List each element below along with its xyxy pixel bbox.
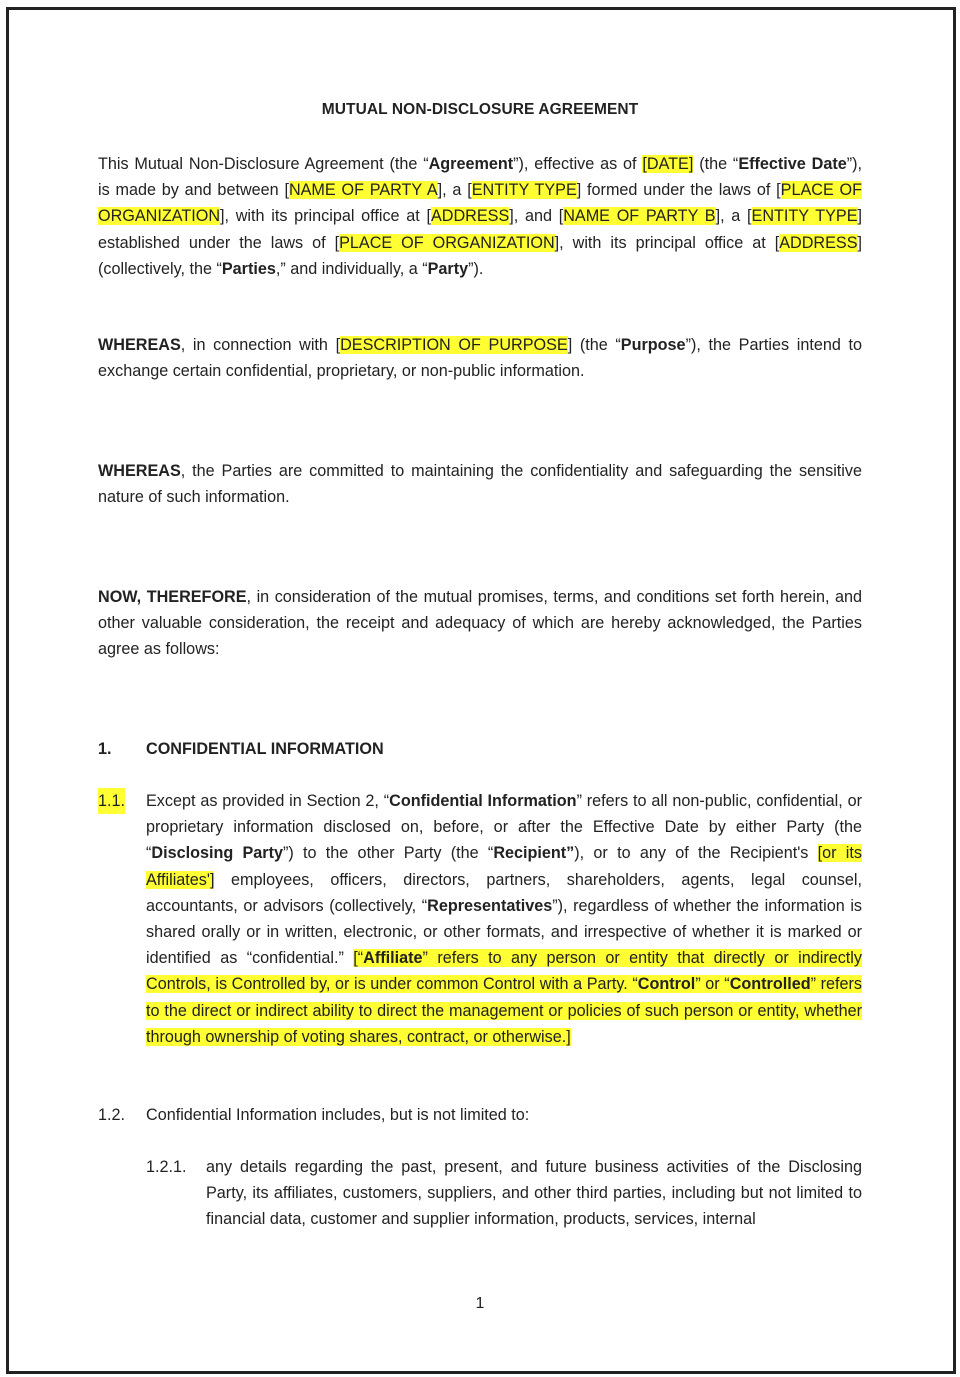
intro-paragraph [98,151,862,282]
clause-1-2-1-text: any details regarding the past, present, and future business activities of the Disclosing Party, its affiliates, customers, suppliers, and other third parties, including but not limited to financial data, customer and supplier information, products, services, internal [206,1158,862,1229]
placeholder-purpose: DESCRIPTION OF PURPOSE [340,336,568,354]
optional-affiliates-text: [or its Affiliates'] [146,844,862,889]
bracket-open: [ [467,181,472,200]
affiliate-def-text-3: ” or “ [695,975,730,994]
page-number: 1 [475,1295,485,1312]
placeholder-entity-type-a: ENTITY TYPE [471,181,577,200]
document-title: MUTUAL NON-DISCLOSURE AGREEMENT [321,101,639,118]
whereas-1-text-2: ] (the “ [567,336,621,354]
section-heading-text: CONFIDENTIAL INFORMATION [146,740,384,758]
clause-text-4: ), or to any of the Recipient's [574,844,818,863]
defined-term-affiliate: Affiliate [363,949,423,968]
clause-1-2-1 [146,1154,862,1233]
clause-text-2: ” refers to all non-public, confidential, or proprietary information disclosed on, before, or after the Effective Date by either Party (the “ [146,792,862,863]
affiliate-def-text-4: ” refers to the direct or indirect ability to direct the management or policies of such person or entity, whether through ownership of voting shares, contract, or otherwise.] [146,975,862,1046]
clause-number: 1.1. [98,788,125,814]
defined-term-effective-date: Effective Date [738,155,847,173]
whereas-1-text-1: , in connection with [180,336,336,354]
intro-text-2: ”), effective as of [513,155,643,173]
whereas-label: WHEREAS [98,336,181,354]
intro-text-5: ], a [437,181,468,200]
now-therefore-paragraph [98,584,862,663]
clause-1-1-text [146,788,862,1050]
bracket-open: [ [284,181,289,200]
intro-text-8: ], and [509,207,559,226]
defined-term-agreement: Agreement [428,155,514,173]
clause-text-6: ”), regardless of whether the information is shared orally or in written, electronic, or other formats, and irrespective of whether it is marked or identified as “confidential.” [146,896,863,968]
clause-text-5: employees, officers, directors, partners, shareholders, agents, legal counsel, accountants, or advisors (collectively, “ [146,870,862,915]
bracket-open: [ [426,207,431,226]
bracket-open: [ [747,207,752,226]
now-therefore-label: NOW, THEREFORE [98,588,247,606]
intro-text-12: ] (collectively, the “ [98,233,862,278]
clause-1-2 [98,1102,862,1128]
intro-text-13: ,” and individually, a “ [275,259,428,278]
whereas-2-text [98,458,862,510]
placeholder-address-b: ADDRESS [779,233,858,252]
intro-text-6: ] formed under the laws of [576,181,777,200]
clause-number: 1.2. [98,1106,126,1124]
bracket-open: [ [558,207,564,226]
placeholder-party-b: NAME OF PARTY B [563,207,716,226]
section-1-heading [98,736,384,762]
defined-term-purpose: Purpose [620,336,686,354]
clause-text-1: Except as provided in Section 2, “ [146,792,390,810]
intro-text-14: ”). [468,259,484,278]
defined-term-parties: Parties [221,259,276,278]
intro-text-11: ], with its principal office at [554,233,775,252]
clause-1-1 [98,788,862,1050]
defined-term-party: Party [427,259,469,278]
clause-1-2-text: Confidential Information includes, but is not limited to: [146,1106,530,1124]
intro-text-1: This Mutual Non-Disclosure Agreement (the “ [98,155,429,173]
placeholder-place-a: PLACE OF ORGANIZATION [98,181,863,226]
whereas-1-text-3: ”), the Parties intend to exchange certain confidential, proprietary, or non-public information. [98,336,862,381]
defined-term-confidential-information: Confidential Information [389,792,577,810]
bracket-open: [ [776,181,781,200]
now-therefore-text [98,584,862,663]
defined-term-control: Control [637,975,696,994]
affiliate-def-text-2: ” refers to any person or entity that directly or indirectly Controls, is Controlled by, or is under common Control with a Party. “ [146,949,862,994]
defined-term-representatives: Representatives [427,896,553,915]
intro-text-3: (the “ [693,155,739,173]
bracket-open: [ [334,233,340,252]
intro-text-7: ], with its principal office at [220,207,427,226]
whereas-1-text [98,332,862,384]
defined-term-controlled: Controlled [729,975,811,994]
whereas-paragraph-2 [98,458,862,510]
placeholder-address-a: ADDRESS [430,207,510,226]
whereas-paragraph-1 [98,332,862,384]
section-number: 1. [98,740,112,758]
intro-text-9: ], a [715,207,748,226]
bracket-open: [ [335,336,341,354]
defined-term-disclosing-party: Disclosing Party [151,844,283,863]
bracket-open: [ [774,233,780,252]
intro-text-10: ] established under the laws of [98,207,863,252]
placeholder-date: [DATE] [642,155,694,173]
placeholder-entity-type-b: ENTITY TYPE [751,207,858,226]
intro-text [98,151,862,282]
whereas-2-text-1: , the Parties are committed to maintaining the confidentiality and safeguarding the sensitive nature of such information. [98,462,862,507]
affiliate-def-text-1: [“ [353,949,364,968]
whereas-label: WHEREAS [98,462,181,480]
clause-text-3: ”) to the other Party (the “ [283,844,494,863]
intro-text-4: ”), is made by and between [98,155,863,200]
now-therefore-text-1: , in consideration of the mutual promises, terms, and conditions set forth herein, and other valuable consideration, the receipt and adequacy of which are hereby acknowledged, the Parties agree as follows: [98,588,862,659]
placeholder-place-b: PLACE OF ORGANIZATION [339,233,555,252]
placeholder-party-a: NAME OF PARTY A [288,181,438,200]
defined-term-recipient: Recipient” [493,844,575,863]
subclause-number: 1.2.1. [146,1158,187,1176]
